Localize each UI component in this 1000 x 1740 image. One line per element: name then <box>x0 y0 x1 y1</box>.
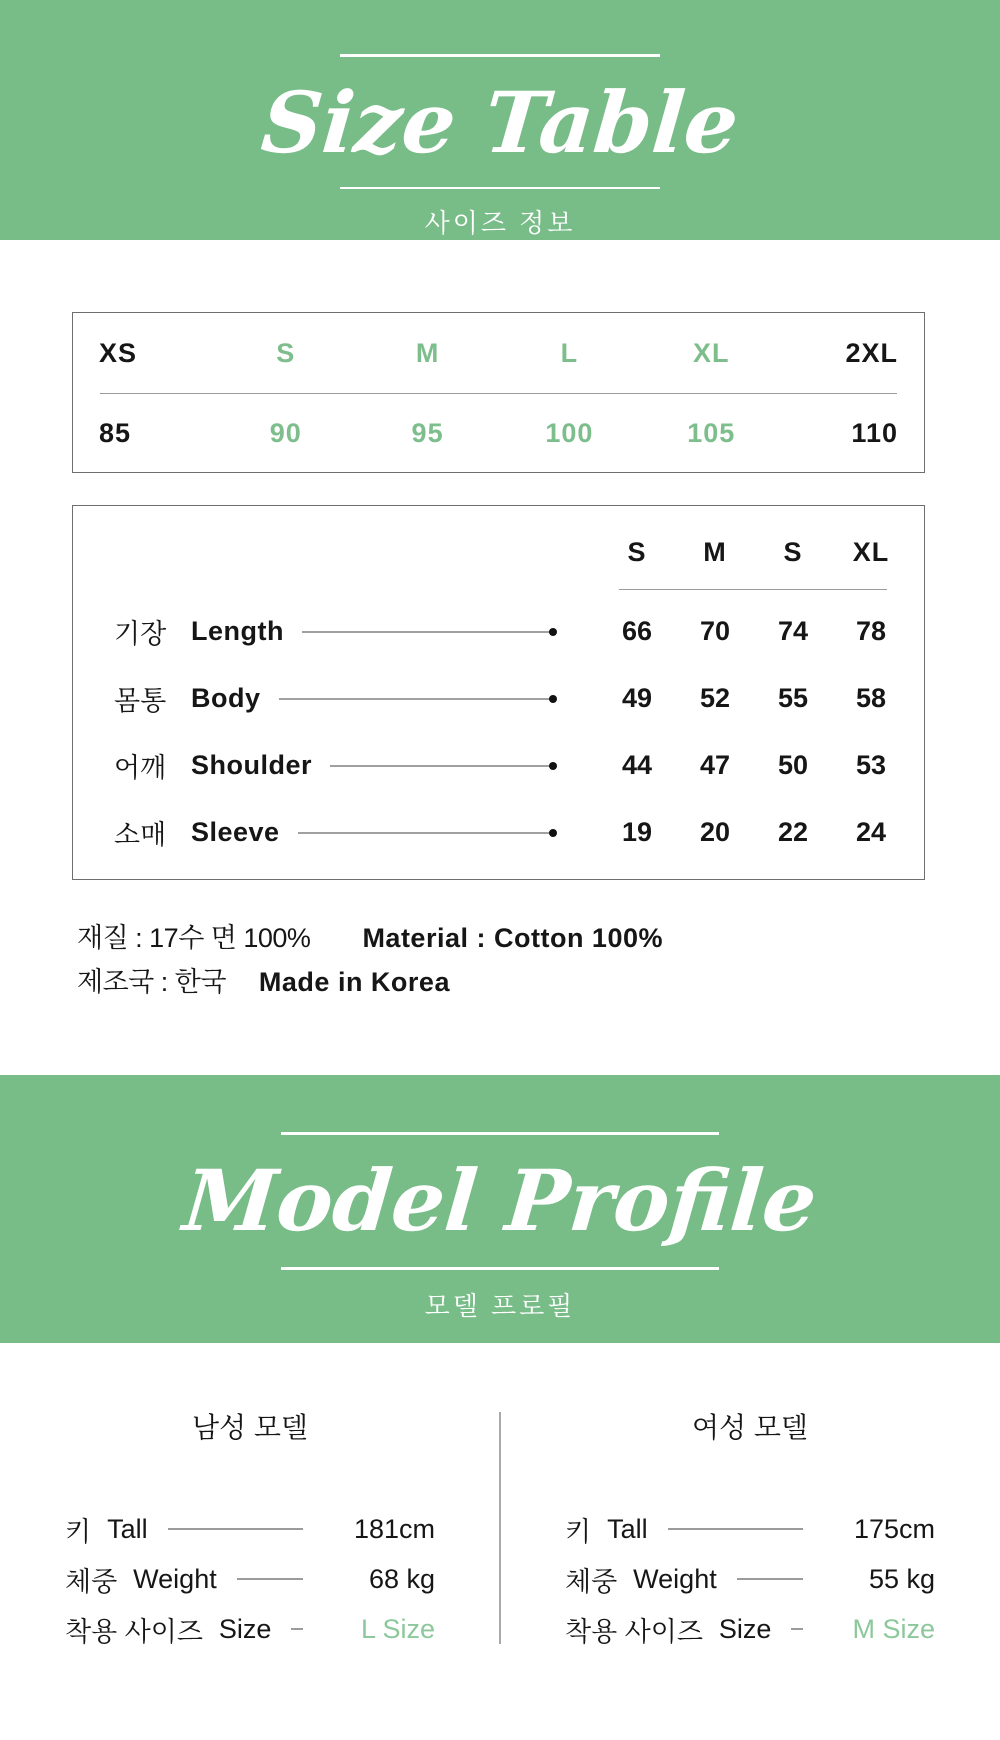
measure-value: 58 <box>855 683 887 713</box>
banner-rule-top <box>340 54 660 57</box>
size-label-en: Size <box>718 1613 772 1644</box>
size-value-cell: 105 <box>687 417 736 448</box>
origin-line <box>77 966 663 998</box>
weight-label-en: Weight <box>633 1563 717 1594</box>
measure-value: 66 <box>621 616 653 646</box>
measure-label-kr: 어깨 <box>114 753 167 783</box>
leader-line-dot <box>298 832 553 834</box>
measure-value: 74 <box>777 616 809 646</box>
measure-value: 22 <box>777 817 809 847</box>
measure-value: 24 <box>855 817 887 847</box>
measure-label-en: Shoulder <box>191 750 313 780</box>
leader-line <box>237 1578 303 1580</box>
leader-line-dot <box>279 698 554 700</box>
leader-line-dot <box>302 631 553 633</box>
tall-label-kr: 키 <box>65 1516 92 1547</box>
measure-value: 50 <box>777 750 809 780</box>
banner-rule-bottom <box>281 1267 719 1270</box>
size-value-cell: 95 <box>411 417 444 448</box>
fabric-label-kr: 재질 : 17수 면 100% <box>77 923 311 953</box>
measure-value: 20 <box>699 817 731 847</box>
measure-col-header: XL <box>852 537 890 567</box>
origin-label-en: Made in Korea <box>258 967 450 997</box>
measure-label-en: Body <box>191 683 261 713</box>
size-range-table <box>72 312 925 473</box>
measurement-header-underline <box>619 589 887 590</box>
size-range-header-row <box>73 313 924 393</box>
materials-info <box>77 922 663 998</box>
size-table-subtitle: 사이즈 정보 <box>424 208 576 238</box>
measure-col-header: M <box>703 537 727 567</box>
size-value-cell: 110 <box>851 417 898 448</box>
tall-label-en: Tall <box>107 1513 148 1544</box>
size-header-cell: L <box>560 337 579 368</box>
model-profile-title: Model Profile <box>179 1151 821 1250</box>
size-value: M Size <box>852 1613 935 1644</box>
measure-label-kr: 몸통 <box>114 686 167 716</box>
measure-row-sleeve <box>73 799 924 866</box>
male-tall-row <box>65 1504 435 1554</box>
banner-rule-bottom <box>340 187 660 190</box>
male-model-column <box>65 1343 435 1654</box>
banner-rule-top <box>281 1132 719 1135</box>
female-tall-row <box>565 1504 935 1554</box>
measure-row-shoulder <box>73 732 924 799</box>
size-table-title: Size Table <box>257 72 743 172</box>
leader-line <box>168 1528 303 1530</box>
fabric-line <box>77 922 663 954</box>
size-value-cell: 85 <box>99 417 132 448</box>
size-header-cell: S <box>276 337 296 368</box>
measure-row-length <box>73 598 924 665</box>
measure-label-kr: 기장 <box>114 619 167 649</box>
measure-label-kr: 소매 <box>114 820 167 850</box>
model-profiles-section <box>0 1343 1000 1740</box>
female-model-rows <box>565 1504 935 1654</box>
weight-label-en: Weight <box>133 1563 217 1594</box>
leader-line <box>668 1528 803 1530</box>
measure-value: 47 <box>699 750 731 780</box>
size-label-kr: 착용 사이즈 <box>565 1616 703 1647</box>
measurement-header-row <box>73 535 924 569</box>
measure-value: 70 <box>699 616 731 646</box>
weight-value: 68 kg <box>368 1563 435 1594</box>
size-value-cell: 90 <box>269 417 302 448</box>
male-size-row <box>65 1604 435 1654</box>
tall-label-en: Tall <box>607 1513 648 1544</box>
leader-line <box>791 1628 803 1630</box>
measure-value: 78 <box>855 616 887 646</box>
weight-label-kr: 체중 <box>65 1566 118 1597</box>
measure-value: 44 <box>621 750 653 780</box>
measure-col-header: S <box>627 537 647 567</box>
size-header-cell: M <box>415 337 440 368</box>
size-label-en: Size <box>218 1613 272 1644</box>
leader-line-dot <box>330 765 553 767</box>
size-range-value-row <box>73 394 924 472</box>
measure-label-en: Sleeve <box>191 817 280 847</box>
weight-value: 55 kg <box>868 1563 935 1594</box>
size-header-cell: XS <box>99 337 138 368</box>
tall-value: 175cm <box>853 1513 935 1544</box>
measure-col-header: S <box>783 537 803 567</box>
size-value: L Size <box>360 1613 435 1644</box>
size-label-kr: 착용 사이즈 <box>65 1616 203 1647</box>
measure-value: 49 <box>621 683 653 713</box>
measurement-rows <box>73 598 924 866</box>
model-profile-subtitle: 모델 프로필 <box>424 1291 576 1321</box>
male-weight-row <box>65 1554 435 1604</box>
measurement-table <box>72 505 925 880</box>
leader-line <box>737 1578 803 1580</box>
measure-value: 55 <box>777 683 809 713</box>
weight-label-kr: 체중 <box>565 1566 618 1597</box>
male-model-header: 남성 모델 <box>192 1412 308 1443</box>
size-table-banner <box>0 0 1000 240</box>
tall-label-kr: 키 <box>565 1516 592 1547</box>
model-profile-banner <box>0 1075 1000 1343</box>
origin-label-kr: 제조국 : 한국 <box>77 967 226 997</box>
measure-value: 52 <box>699 683 731 713</box>
fabric-label-en: Material : Cotton 100% <box>362 923 663 953</box>
column-divider <box>499 1412 501 1644</box>
female-model-header: 여성 모델 <box>692 1412 808 1443</box>
female-model-column <box>565 1343 935 1654</box>
measure-row-body <box>73 665 924 732</box>
leader-line <box>291 1628 303 1630</box>
female-size-row <box>565 1604 935 1654</box>
male-model-rows <box>65 1504 435 1654</box>
tall-value: 181cm <box>353 1513 435 1544</box>
measure-label-en: Length <box>191 616 284 646</box>
size-value-cell: 100 <box>545 417 594 448</box>
size-header-cell: 2XL <box>845 337 898 368</box>
size-header-cell: XL <box>692 337 730 368</box>
measure-value: 53 <box>855 750 887 780</box>
female-weight-row <box>565 1554 935 1604</box>
measure-value: 19 <box>621 817 653 847</box>
